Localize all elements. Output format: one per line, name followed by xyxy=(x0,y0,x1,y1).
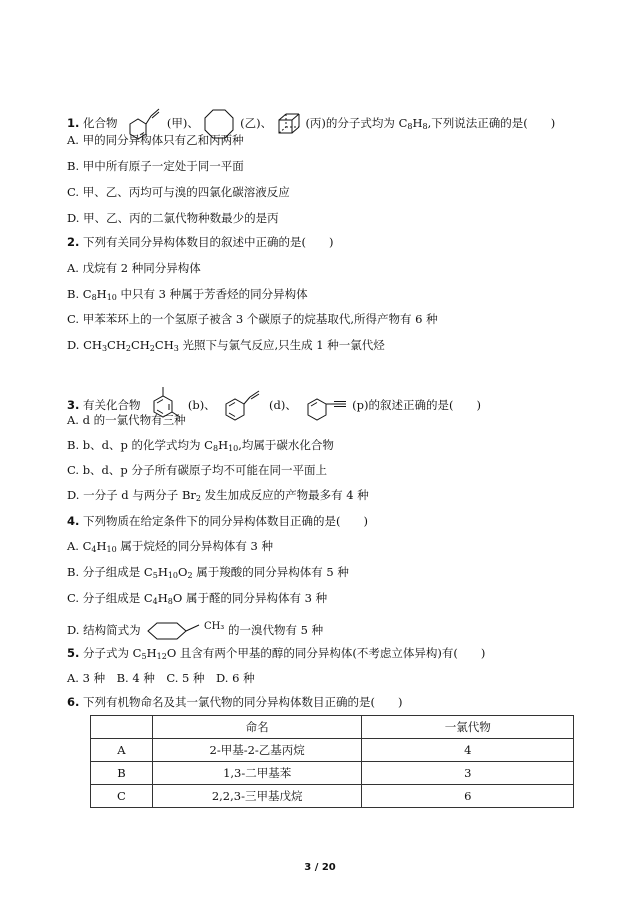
question-1-stem: 1. 化合物 (甲)、 (乙)、 (丙)的分子式均为 $C_8H_8$,下列说法正确的是( ) xyxy=(67,104,555,144)
question-1-option-a: A. 甲的同分异构体只有乙和丙两种 xyxy=(67,133,244,147)
vinyl-cyclohexadiene-structure-d-icon xyxy=(219,387,265,425)
page-number: 3 / 20 xyxy=(304,862,336,873)
question-3-option-b: B. b、d、p 的化学式均为 $C_8H_{10}$,均属于碳水化合物 xyxy=(67,438,334,453)
question-3-option-a: A. d 的一氯代物有三种 xyxy=(67,413,186,427)
question-1-option-c: C. 甲、乙、丙均可与溴的四氯化碳溶液反应 xyxy=(67,185,290,199)
cubane-structure-icon xyxy=(276,111,302,137)
ethynyl-cyclohexene-structure-p-icon xyxy=(301,387,349,425)
question-4-option-b: B. 分子组成是 $C_5H_{10}O_2$ 属于羧酸的同分异构体有 5 种 xyxy=(67,565,349,580)
table-row: B 1,3-二甲基苯 3 xyxy=(91,762,574,785)
question-6-table xyxy=(90,715,574,808)
table-row: A 2-甲基-2-乙基丙烷 4 xyxy=(91,739,574,762)
methylcyclohexane-structure-icon xyxy=(144,620,200,642)
question-2-option-a: A. 戊烷有 2 种同分异构体 xyxy=(67,261,201,275)
question-5-stem: 5. 分子式为 $C_5H_{12}O$ 且含有两个甲基的醇的同分异构体(不考虑立体异构)有( ) xyxy=(67,646,486,661)
question-2-stem: 2. 下列有关同分异构体数目的叙述中正确的是( ) xyxy=(67,235,334,249)
question-4-option-d: D. 结构简式为 CH₃ 的一溴代物有 5 种 xyxy=(67,620,323,642)
question-1-option-b: B. 甲中所有原子一定处于同一平面 xyxy=(67,159,244,173)
question-2-option-b: B. $C_8H_{10}$ 中只有 3 种属于芳香烃的同分异构体 xyxy=(67,287,308,302)
question-5-options: A. 3 种 B. 4 种 C. 5 种 D. 6 种 xyxy=(67,671,255,685)
question-6-stem: 6. 下列有机物命名及其一氯代物的同分异构体数目正确的是( ) xyxy=(67,695,403,709)
table-header-row: 命名 一氯代物 xyxy=(91,716,574,739)
question-3-option-d: D. 一分子 d 与两分子 $Br_2$ 发生加成反应的产物最多有 4 种 xyxy=(67,488,369,503)
question-2-option-c: C. 甲苯苯环上的一个氢原子被含 3 个碳原子的烷基取代,所得产物有 6 种 xyxy=(67,312,438,326)
question-1-option-d: D. 甲、乙、丙的二氯代物种数最少的是丙 xyxy=(67,211,279,225)
question-3-stem: 3. 有关化合物 (b)、 (d)、 (p)的叙述正确的是( ) xyxy=(67,384,481,428)
question-4-option-c: C. 分子组成是 $C_4H_8O$ 属于醛的同分异构体有 3 种 xyxy=(67,591,328,606)
table-row: C 2,2,3-三甲基戊烷 6 xyxy=(91,785,574,808)
question-2-option-d: D. $CH_3CH_2CH_2CH_3$ 光照下与氯气反应,只生成 1 种一氯代烃 xyxy=(67,338,385,353)
question-4-option-a: A. $C_4H_{10}$ 属于烷烃的同分异构体有 3 种 xyxy=(67,539,274,554)
question-3-option-c: C. b、d、p 分子所有碳原子均不可能在同一平面上 xyxy=(67,463,327,477)
question-number: 1. xyxy=(67,116,80,130)
question-4-stem: 4. 下列物质在给定条件下的同分异构体数目正确的是( ) xyxy=(67,514,369,528)
